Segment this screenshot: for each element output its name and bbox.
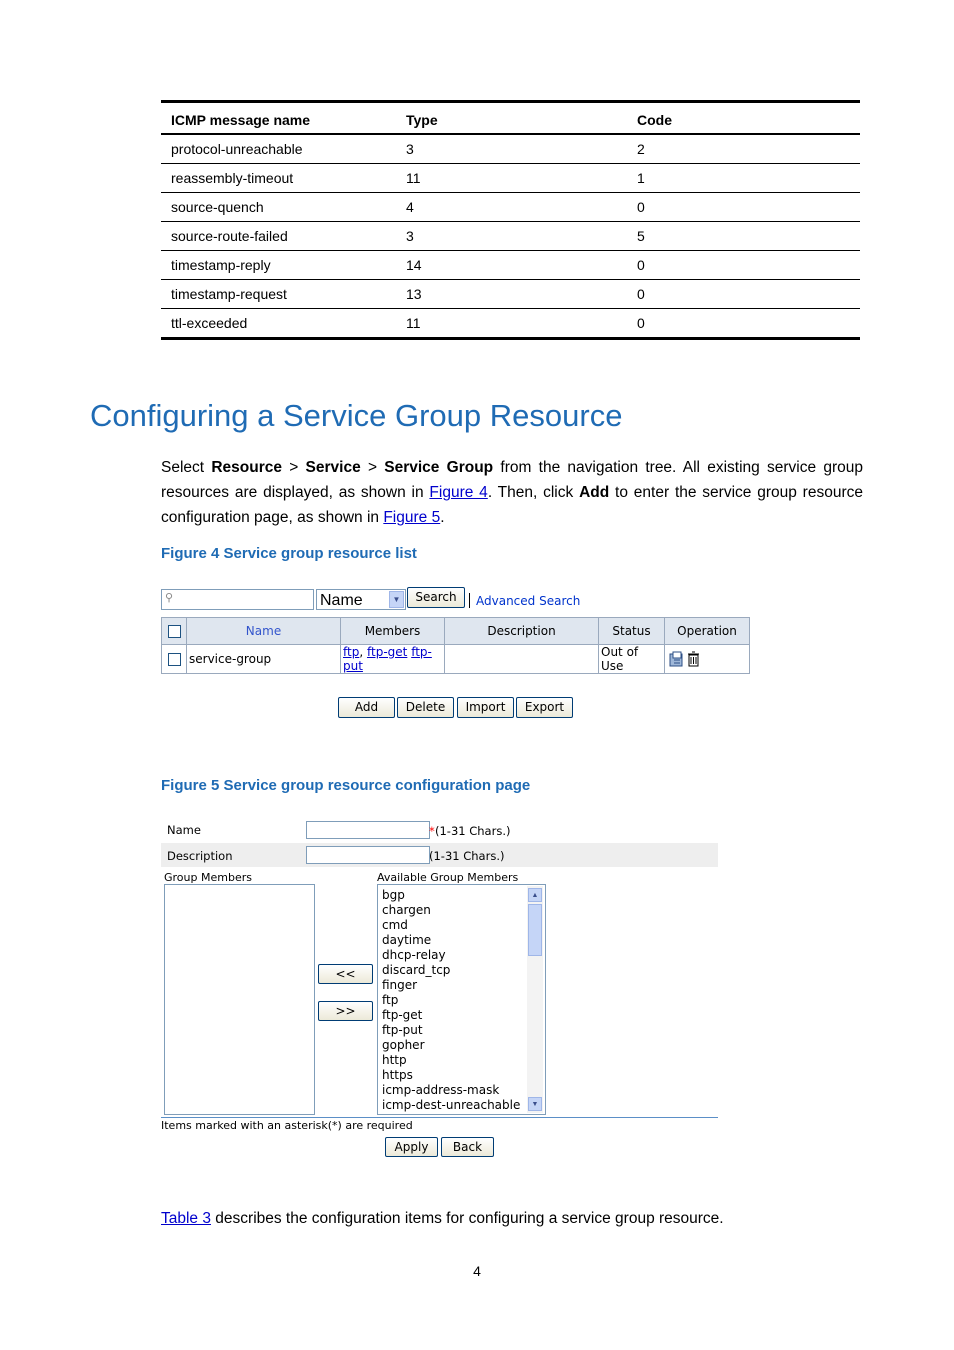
table-cell: 11: [396, 164, 627, 193]
available-members-items: [382, 888, 520, 1113]
list-item[interactable]: ftp: [382, 993, 399, 1007]
table-cell: 5: [627, 222, 860, 251]
figure-4-link[interactable]: Figure 4: [429, 484, 488, 501]
table-cell: 0: [637, 315, 645, 331]
text-run: >: [360, 459, 385, 476]
figure-4-caption: Figure 4 Service group resource list: [161, 545, 417, 562]
column-header-status: Status: [599, 618, 665, 645]
operation-icons: [667, 650, 703, 668]
divider: [469, 593, 470, 608]
text-run: . Then, click: [487, 484, 580, 501]
menu-path-service: Service: [305, 459, 361, 476]
column-header-operation: Operation: [665, 618, 750, 645]
list-item[interactable]: bgp: [382, 888, 405, 902]
delete-button[interactable]: Delete: [397, 697, 454, 718]
page-number: 4: [473, 1263, 481, 1279]
table-cell: 1: [627, 164, 860, 193]
table-cell: 0: [627, 280, 860, 309]
select-value: Name: [320, 592, 363, 609]
list-item[interactable]: ftp-get: [382, 1008, 423, 1022]
section-heading: Configuring a Service Group Resource: [90, 398, 623, 433]
list-item[interactable]: discard_tcp: [382, 963, 451, 977]
table-3-link[interactable]: Table 3: [161, 1210, 211, 1227]
member-link[interactable]: ftp: [343, 645, 360, 659]
row-name: service-group: [187, 645, 341, 674]
text-run: from the navigation tree. All existing service group resources are displayed, as shown in: [161, 459, 863, 501]
scroll-up-icon[interactable]: ▲: [528, 888, 542, 902]
table-row: [161, 134, 860, 164]
description-label: Description: [167, 849, 233, 863]
description-input[interactable]: [306, 846, 430, 864]
move-right-button[interactable]: >>: [318, 1001, 373, 1021]
apply-button[interactable]: Apply: [385, 1137, 438, 1157]
table-cell: 14: [396, 251, 627, 280]
menu-path-resource: Resource: [211, 459, 282, 476]
table-cell: 0: [627, 193, 860, 222]
table-cell: 3: [396, 134, 627, 164]
column-header-members: Members: [341, 618, 445, 645]
table-row: [161, 280, 860, 309]
import-button[interactable]: Import: [457, 697, 514, 718]
icmp-message-table: [161, 100, 860, 340]
text-run: describes the configuration items for configuring a service group resource.: [210, 1210, 724, 1227]
table-cell: ttl-exceeded: [171, 315, 248, 331]
scroll-down-icon[interactable]: ▼: [528, 1097, 542, 1111]
table-cell: 4: [396, 193, 627, 222]
export-button[interactable]: Export: [516, 697, 573, 718]
table-cell: 3: [396, 222, 627, 251]
figure-5-caption: Figure 5 Service group resource configuration page: [161, 777, 531, 794]
back-button[interactable]: Back: [441, 1137, 494, 1157]
figure-5-link[interactable]: Figure 5: [383, 509, 441, 526]
table-cell: source-route-failed: [161, 222, 396, 251]
search-input[interactable]: [161, 589, 314, 610]
scroll-thumb[interactable]: [528, 904, 542, 956]
chevron-down-icon: ▼: [389, 591, 404, 608]
name-hint: (1-31 Chars.): [435, 824, 511, 838]
list-item[interactable]: icmp-dest-unreachable: [382, 1098, 521, 1112]
table-header-row: [162, 618, 750, 645]
row-status: Out of Use: [599, 645, 665, 674]
list-item[interactable]: https: [382, 1068, 413, 1082]
table-cell: timestamp-request: [161, 280, 396, 309]
table-cell: reassembly-timeout: [161, 164, 396, 193]
table-cell: timestamp-reply: [161, 251, 396, 280]
table-row: [161, 164, 860, 193]
divider: [161, 1117, 718, 1118]
group-members-list[interactable]: [164, 884, 315, 1115]
table-header-row: [161, 102, 860, 135]
search-field-select[interactable]: [316, 589, 406, 610]
column-header: Type: [396, 102, 627, 135]
vertical-scrollbar[interactable]: [527, 886, 543, 1113]
list-item[interactable]: cmd: [382, 918, 408, 932]
move-left-button[interactable]: <<: [318, 964, 373, 984]
search-button[interactable]: Search: [407, 587, 465, 608]
service-group-list: [161, 617, 750, 674]
name-input[interactable]: [306, 821, 430, 839]
column-header-name[interactable]: Name: [187, 618, 341, 645]
menu-path-service-group: Service Group: [384, 459, 494, 476]
add-button[interactable]: Add: [338, 697, 395, 718]
select-all-checkbox[interactable]: [162, 618, 187, 645]
row-description: [445, 645, 599, 674]
table-reference-paragraph: [161, 1210, 724, 1228]
table-row: [161, 309, 860, 339]
name-label: Name: [167, 823, 201, 837]
column-header: Code: [627, 102, 860, 135]
table-cell: protocol-unreachable: [161, 134, 396, 164]
text-run: .: [440, 509, 445, 526]
delete-icon[interactable]: [688, 652, 699, 666]
required-note: Items marked with an asterisk(*) are required: [161, 1119, 413, 1132]
list-item[interactable]: finger: [382, 978, 418, 992]
intro-paragraph: [161, 455, 863, 530]
column-header-description: Description: [445, 618, 599, 645]
table-cell: 11: [406, 315, 421, 331]
available-members-label: Available Group Members: [377, 871, 519, 884]
table-cell: source-quench: [161, 193, 396, 222]
row-checkbox[interactable]: [162, 645, 187, 674]
description-hint: (1-31 Chars.): [429, 849, 505, 863]
group-members-label: Group Members: [164, 871, 252, 884]
add-keyword: Add: [579, 484, 610, 501]
required-asterisk: *: [429, 824, 435, 838]
edit-icon[interactable]: [670, 652, 682, 666]
member-link[interactable]: ftp-get: [366, 645, 408, 659]
list-item[interactable]: gopher: [382, 1038, 425, 1052]
text-run: Select: [161, 459, 212, 476]
row-members: ftp, ftp-get ftp-put: [341, 645, 445, 674]
table-cell: 0: [627, 251, 860, 280]
list-item[interactable]: http: [382, 1053, 407, 1067]
list-item[interactable]: daytime: [382, 933, 432, 947]
magnifier-icon: ⚲: [165, 592, 174, 604]
advanced-search-link[interactable]: Advanced Search: [476, 594, 581, 608]
text-run: >: [281, 459, 306, 476]
table-row: [161, 193, 860, 222]
table-cell: 13: [396, 280, 627, 309]
row-operation: [665, 645, 750, 674]
table-row: [162, 645, 750, 674]
list-item[interactable]: dhcp-relay: [382, 948, 446, 962]
table-cell: 2: [627, 134, 860, 164]
column-header: ICMP message name: [161, 102, 396, 135]
table-row: [161, 222, 860, 251]
table-row: [161, 251, 860, 280]
text-run: to enter the service group resource configuration page, as shown in: [161, 484, 863, 526]
list-item[interactable]: ftp-put: [382, 1023, 423, 1037]
list-item[interactable]: chargen: [382, 903, 431, 917]
member-link[interactable]: ftp-put: [343, 645, 432, 673]
list-item[interactable]: icmp-address-mask: [382, 1083, 500, 1097]
